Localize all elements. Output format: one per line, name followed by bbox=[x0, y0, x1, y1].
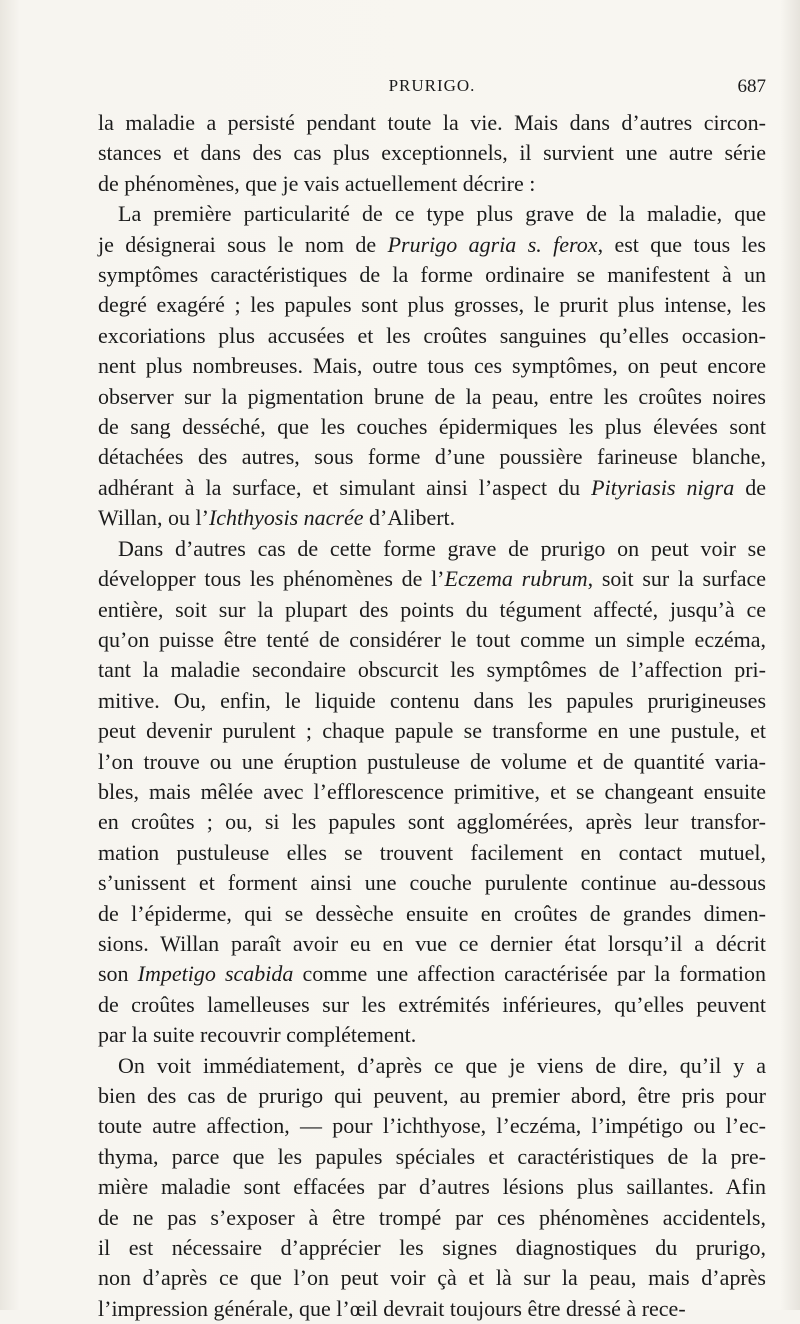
text-line: de croûtes lamelleuses sur les extrémités inférieures, qu’elles peuvent bbox=[98, 991, 766, 1017]
text-line: entière, soit sur la plupart des points du tégument affecté, jusqu’à ce bbox=[98, 596, 766, 622]
text-line: son Impetigo scabida comme une affection caractérisée par la formation bbox=[98, 961, 766, 987]
paragraph bbox=[98, 1051, 766, 1324]
text-line: nent plus nombreuses. Mais, outre tous ces symptômes, on peut encore bbox=[98, 353, 766, 379]
text-line: non d’après ce que l’on peut voir çà et là sur la peau, mais d’après bbox=[98, 1265, 766, 1291]
text-line: tant la maladie secondaire obscurcit les symptômes de l’affection pri- bbox=[98, 657, 766, 683]
text-line: détachées des autres, sous forme d’une poussière farineuse blanche, bbox=[98, 444, 766, 470]
text-line: de ne pas s’exposer à être trompé par ces phénomènes accidentels, bbox=[98, 1204, 766, 1230]
text-line: thyma, parce que les papules spéciales et caractéristiques de la pre- bbox=[98, 1143, 766, 1169]
text-line: symptômes caractéristiques de la forme ordinaire se manifestent à un bbox=[98, 262, 766, 288]
italic-term: Eczema rubrum bbox=[444, 566, 588, 592]
body-text bbox=[98, 108, 766, 1324]
italic-term: Prurigo agria s. ferox bbox=[387, 231, 598, 257]
text-line: bien des cas de prurigo qui peuvent, au premier abord, être pris pour bbox=[98, 1083, 766, 1108]
text-line: excoriations plus accusées et les croûtes sanguines qu’elles occasion- bbox=[98, 322, 766, 348]
text-line: l’on trouve ou une éruption pustuleuse de volume et de quantité varia- bbox=[98, 748, 766, 774]
text-line: La première particularité de ce type plus grave de la maladie, que bbox=[118, 201, 766, 227]
text-line: de l’épiderme, qui se dessèche ensuite en croûtes de grandes dimen- bbox=[98, 900, 766, 926]
text-line: mation pustuleuse elles se trouvent facilement en contact mutuel, bbox=[98, 839, 766, 865]
text-line: stances et dans des cas plus exceptionnels, il survient une autre série bbox=[98, 140, 766, 166]
text-line: degré exagéré ; les papules sont plus grosses, le prurit plus intense, les bbox=[98, 292, 766, 318]
italic-term: Impetigo scabida bbox=[137, 961, 294, 987]
text-line: développer tous les phénomènes de l’Eczema rubrum, soit sur la surface bbox=[98, 566, 767, 592]
text-line: la maladie a persisté pendant toute la vie. Mais dans d’autres circon- bbox=[98, 110, 766, 135]
running-title: PRURIGO. bbox=[388, 76, 476, 95]
text-line: en croûtes ; ou, si les papules sont agglomérées, après leur transfor- bbox=[98, 809, 766, 835]
text-line: peut devenir purulent ; chaque papule se transforme en une pustule, et bbox=[98, 718, 766, 744]
text-line: de sang desséché, que les couches épidermiques les plus élevées sont bbox=[98, 414, 766, 440]
text-line: l’impression générale, que l’œil devrait toujours être dressé à rece- bbox=[98, 1295, 686, 1321]
text-line: s’unissent et forment ainsi une couche purulente continue au-dessous bbox=[98, 870, 766, 896]
text-line: par la suite recouvrir complétement. bbox=[98, 1022, 417, 1048]
text-line: Willan, ou l’Ichthyosis nacrée d’Alibert. bbox=[98, 505, 456, 531]
text-line: Dans d’autres cas de cette forme grave de prurigo on peut voir se bbox=[118, 535, 766, 561]
text-line: sions. Willan paraît avoir eu en vue ce dernier état lorsqu’il a décrit bbox=[98, 930, 766, 956]
italic-term: Ichthyosis nacrée bbox=[208, 505, 364, 531]
text-line: bles, mais mêlée avec l’efflorescence primitive, et se changeant ensuite bbox=[98, 778, 766, 804]
text-line: je désignerai sous le nom de Prurigo agria s. ferox, est que tous les bbox=[98, 231, 766, 257]
text-line: mière maladie sont effacées par d’autres lésions plus saillantes. Afin bbox=[98, 1174, 766, 1200]
text-line: observer sur la pigmentation brune de la peau, entre les croûtes noires bbox=[98, 383, 766, 409]
italic-term: Pityriasis nigra bbox=[591, 474, 735, 500]
page-number: 687 bbox=[737, 76, 766, 97]
text-line: il est nécessaire d’apprécier les signes diagnostiques du prurigo, bbox=[98, 1235, 766, 1261]
page-header bbox=[98, 74, 766, 102]
text-line: adhérant à la surface, et simulant ainsi l’aspect du Pityriasis nigra de bbox=[98, 474, 766, 500]
text-line: mitive. Ou, enfin, le liquide contenu dans les papules prurigineuses bbox=[98, 687, 766, 713]
text-line: qu’on puisse être tenté de considérer le tout comme un simple eczéma, bbox=[98, 626, 766, 652]
paragraph bbox=[98, 108, 766, 199]
paragraph bbox=[98, 199, 766, 533]
text-line: On voit immédiatement, d’après ce que je viens de dire, qu’il y a bbox=[118, 1052, 766, 1078]
text-line: de phénomènes, que je vais actuellement décrire : bbox=[98, 170, 536, 196]
text-line: toute autre affection, — pour l’ichthyose, l’eczéma, l’impétigo ou l’ec- bbox=[98, 1113, 766, 1139]
paragraph bbox=[98, 534, 766, 1051]
